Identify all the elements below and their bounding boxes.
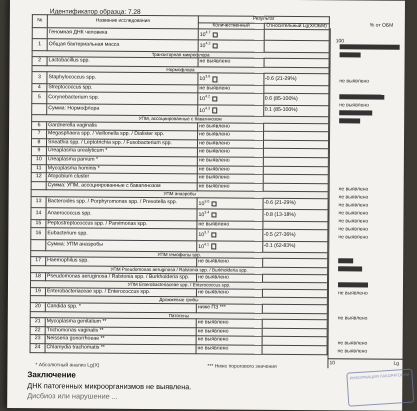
checkbox-icon bbox=[213, 32, 219, 38]
row-rel: -0.6 (21-29%) bbox=[263, 198, 329, 210]
qty-value: не выявлено bbox=[198, 258, 229, 265]
row-name: Enterobacteriaceae spp. / Enterococcus spp. bbox=[45, 288, 196, 298]
row-qty bbox=[197, 240, 263, 252]
right-not-detected-label: не выявлено bbox=[338, 194, 369, 201]
row-name: Bacteroides spp. / Porphyromonas spp. / Prevotella spp. bbox=[46, 197, 197, 209]
row-name: Staphylococcus spp. bbox=[47, 72, 198, 84]
row-rel bbox=[264, 29, 330, 41]
right-not-detected-label: не выявлено bbox=[339, 102, 369, 109]
row-name: Mycoplasma genitalium ** bbox=[45, 318, 196, 328]
row-qty bbox=[197, 220, 263, 229]
header-name: Название исследования bbox=[47, 15, 198, 29]
checkbox-icon bbox=[211, 244, 217, 250]
right-not-detected-label: не выявлено bbox=[338, 234, 369, 241]
group-label: УПМ Pseudomonas aeruginosa / Ralstonia spp. / Burkholderia spp. bbox=[31, 266, 328, 275]
group-label: Нормофлора bbox=[32, 65, 329, 74]
right-not-detected-label: не выявлено bbox=[338, 210, 369, 217]
qty-exponent: 4.2 bbox=[205, 94, 211, 99]
row-qty bbox=[198, 131, 264, 140]
row-rel: -0.8 (13-18%) bbox=[262, 210, 328, 222]
group-label: УПМ, ассоциированные с бавагинозом bbox=[32, 115, 329, 124]
result-bar bbox=[340, 52, 361, 57]
checkbox-icon bbox=[211, 201, 217, 207]
qty-value: 10 bbox=[199, 32, 206, 39]
checkbox-icon bbox=[211, 212, 217, 218]
row-rel bbox=[264, 41, 330, 53]
table-row bbox=[30, 344, 327, 355]
row-rel bbox=[262, 345, 328, 354]
right-not-detected-label: не выявлено bbox=[338, 218, 369, 225]
footnote-abs: * Абсолютный анализ Lg(X) bbox=[35, 362, 100, 369]
result-bar bbox=[340, 44, 400, 49]
row-qty bbox=[197, 198, 263, 210]
qty-value: не выявлено bbox=[199, 58, 231, 65]
row-num: 22 bbox=[30, 326, 45, 335]
result-bar bbox=[339, 118, 360, 123]
row-name: Сумма: УПМ, ассоциированные с бавагинозом bbox=[46, 182, 197, 192]
row-qty bbox=[198, 105, 264, 117]
right-not-detected-label: не выявлено bbox=[339, 78, 370, 85]
qty-exponent: 4.3 bbox=[205, 106, 211, 111]
qty-value: 10 bbox=[198, 243, 205, 250]
row-rel: -0.5 (27-36%) bbox=[262, 229, 328, 241]
row-num: 11 bbox=[31, 164, 46, 173]
footnote-low: *** Ниже порогового значения bbox=[207, 363, 277, 370]
result-bar bbox=[338, 282, 368, 287]
scale-10: 10 bbox=[329, 360, 336, 367]
header-rel: Относительный Lg(X/ОБМ) bbox=[264, 23, 330, 30]
row-qty bbox=[197, 165, 263, 174]
qty-exponent: 3.6 bbox=[205, 74, 211, 79]
row-num: 1 bbox=[32, 39, 47, 50]
qty-value: 10 bbox=[199, 107, 206, 114]
row-qty bbox=[198, 29, 264, 41]
row-qty bbox=[197, 229, 263, 241]
header-result: Результат bbox=[198, 16, 329, 23]
lab-stamp: ИНФОРМАЦИЯ ЛАБОРАТОРИИ bbox=[346, 369, 414, 407]
header-num: № bbox=[32, 15, 47, 28]
row-name: Gardnerella vaginalis bbox=[47, 121, 198, 131]
row-num: 12 bbox=[31, 173, 46, 182]
group-label: Дрожжевые грибы bbox=[30, 296, 327, 305]
row-num: 21 bbox=[30, 318, 45, 327]
qty-value: не выявлено bbox=[197, 336, 229, 343]
qty-value: не выявлено bbox=[198, 183, 230, 190]
row-num bbox=[31, 181, 46, 190]
row-name: Peptostreptococcus spp. / Parvimonas spp. bbox=[46, 219, 197, 229]
results-table bbox=[30, 14, 330, 355]
row-num: 4 bbox=[32, 83, 47, 92]
row-qty bbox=[196, 319, 262, 328]
row-rel: 0.1 (85-100%) bbox=[263, 105, 329, 117]
conclusion-text: ДНК патогенных микроорганизмов не выявлена. bbox=[27, 381, 192, 392]
group-label: УПМ Enterobacteriaceae spp. / Enterococcus spp. bbox=[30, 281, 327, 290]
qty-exponent: 3.7 bbox=[204, 230, 210, 235]
row-name: Trichomonas vaginalis ** bbox=[45, 327, 196, 337]
scale-pct: % от ОБМ bbox=[369, 22, 394, 29]
row-name: Corynebacterium spp. bbox=[47, 92, 198, 104]
row-name: Streptococcus spp. bbox=[47, 84, 198, 94]
row-qty bbox=[197, 140, 263, 149]
row-qty bbox=[197, 148, 263, 157]
row-name: Ureaplasma urealyticum * bbox=[46, 147, 197, 157]
qty-value: 10 bbox=[199, 96, 206, 103]
row-qty bbox=[197, 157, 263, 166]
row-num: 13 bbox=[31, 197, 46, 208]
row-num: 23 bbox=[30, 335, 45, 344]
qty-value: не выявлено bbox=[199, 131, 230, 138]
conclusion-title: Заключение bbox=[27, 370, 76, 380]
qty-value: 10 bbox=[198, 232, 205, 239]
checkbox-icon bbox=[212, 43, 218, 49]
row-name: Lactobacillus spp. bbox=[47, 57, 198, 67]
right-not-detected-label: не выявлено bbox=[338, 186, 369, 193]
row-qty bbox=[198, 40, 264, 52]
qty-value: не выявлено bbox=[198, 157, 230, 164]
row-qty bbox=[197, 209, 263, 221]
row-num: 19 bbox=[30, 287, 45, 296]
checkbox-icon bbox=[211, 232, 217, 238]
row-qty bbox=[196, 304, 262, 313]
qty-value: 10 bbox=[198, 201, 205, 208]
row-num: 17 bbox=[31, 257, 46, 266]
group-label: Патогены bbox=[30, 311, 327, 320]
right-not-detected-label: не выявлено bbox=[337, 290, 368, 297]
row-name: Ureaplasma parvum * bbox=[46, 156, 197, 166]
checkbox-icon bbox=[212, 96, 218, 102]
row-name: Chlamydia trachomatis ** bbox=[45, 344, 196, 354]
right-not-detected-label: не выявлено bbox=[338, 226, 369, 233]
qty-value: не выявлено bbox=[198, 174, 230, 181]
qty-value: 10 bbox=[199, 43, 206, 50]
group-label: Транзиторная микрофлора bbox=[32, 50, 329, 59]
row-qty bbox=[197, 258, 263, 267]
result-bar bbox=[338, 266, 362, 271]
qty-exponent: 4.1 bbox=[204, 241, 210, 246]
group-label: УПМ анаэробы bbox=[31, 190, 328, 199]
qty-value: не выявлено bbox=[198, 165, 230, 173]
row-qty bbox=[196, 336, 262, 345]
row-name: Candida spp. * bbox=[45, 303, 196, 313]
row-num: 18 bbox=[31, 272, 46, 281]
qty-value: не выявлено bbox=[197, 289, 229, 296]
row-qty bbox=[196, 289, 262, 298]
row-qty bbox=[197, 183, 263, 192]
right-not-detected-label: не выявлено bbox=[337, 315, 368, 322]
row-rel: 0.6 (85-100%) bbox=[263, 94, 329, 106]
qty-value: 10 bbox=[198, 212, 205, 219]
row-num: 2 bbox=[32, 57, 47, 66]
row-num: 16 bbox=[31, 228, 46, 239]
qty-value: не выявлено bbox=[198, 220, 230, 228]
row-rel: -0.1 (62-83%) bbox=[262, 241, 328, 253]
row-num: 7 bbox=[32, 130, 47, 139]
qty-exponent: 3.6 bbox=[204, 199, 210, 204]
row-num: 5 bbox=[32, 92, 47, 103]
row-rel: -0.6 (21-29%) bbox=[263, 74, 329, 86]
row-name: Anaerococcus spp. bbox=[46, 208, 197, 220]
qty-value: не выявлено bbox=[197, 319, 229, 326]
conclusion-text-2: Дисбиоз или нарушение ... bbox=[27, 391, 118, 401]
row-qty bbox=[196, 328, 262, 337]
right-not-detected-label: не выявлено bbox=[337, 348, 368, 355]
row-num bbox=[32, 103, 47, 114]
qty-value: ниже ПЗ *** bbox=[197, 304, 226, 311]
header-qty: Количественный bbox=[198, 22, 264, 29]
checkbox-icon bbox=[212, 108, 218, 114]
row-qty bbox=[198, 122, 264, 131]
row-qty bbox=[197, 174, 263, 183]
qty-value: не выявлено bbox=[198, 273, 229, 281]
row-qty bbox=[198, 93, 264, 105]
qty-exponent: 3.4 bbox=[204, 210, 210, 215]
qty-value: 10 bbox=[199, 76, 206, 83]
result-bar bbox=[338, 258, 353, 263]
row-num: 10 bbox=[31, 156, 46, 165]
row-qty bbox=[198, 58, 264, 67]
row-name: Mycoplasma hominis * bbox=[46, 164, 197, 174]
row-name: Геномная ДНК человека bbox=[47, 28, 198, 40]
row-name: Haemophilus spp. bbox=[46, 257, 197, 267]
row-qty bbox=[196, 345, 262, 354]
row-name: Pseudomonas aeruginosa / Ralstonia spp. / Burkholderia spp. bbox=[46, 272, 197, 282]
row-num: 14 bbox=[31, 208, 46, 219]
checkbox-icon bbox=[212, 76, 218, 82]
row-num: 9 bbox=[31, 147, 46, 156]
report-sheet bbox=[7, 0, 410, 411]
group-label: УПМ гемофилы spp. bbox=[31, 251, 328, 260]
row-num bbox=[32, 28, 47, 39]
row-num: 15 bbox=[31, 219, 46, 228]
row-name: Общая бактериальная масса bbox=[47, 39, 198, 51]
row-qty bbox=[197, 273, 263, 282]
qty-value: не выявлено bbox=[199, 85, 231, 92]
result-bar bbox=[339, 110, 372, 115]
right-not-detected-label: не выявлено bbox=[337, 340, 368, 347]
row-name: Sneathia spp. / Leptotrichia spp. / Fusobacterium spp. bbox=[46, 139, 197, 149]
row-name: Atopobium cluster bbox=[46, 173, 197, 183]
scale-lg: Lg bbox=[393, 360, 400, 367]
row-num: 24 bbox=[30, 344, 45, 353]
row-num: 6 bbox=[32, 121, 47, 130]
row-name: Neisseria gonorrhoeae ** bbox=[45, 335, 196, 345]
qty-value: не выявлено bbox=[198, 148, 230, 155]
row-num: 8 bbox=[31, 138, 46, 147]
row-name: Сумма: УПМ анаэробы bbox=[46, 239, 197, 251]
row-name: Megasphaera spp. / Veillonella spp. / Dialister spp. bbox=[47, 130, 198, 140]
qty-exponent: 4.2 bbox=[205, 41, 211, 46]
row-qty bbox=[198, 73, 264, 85]
row-name: Eubacterium spp. bbox=[46, 228, 197, 240]
qty-value: не выявлено bbox=[197, 328, 229, 335]
qty-exponent: 4.7 bbox=[205, 30, 211, 35]
scale-100: 100 bbox=[335, 38, 345, 45]
right-not-detected-label: не выявлено bbox=[338, 202, 369, 209]
qty-value: не выявлено bbox=[197, 345, 229, 352]
row-num bbox=[31, 239, 46, 250]
sample-id: Идентификатор образца: 7.28 bbox=[49, 8, 141, 16]
row-num: 20 bbox=[30, 303, 45, 312]
row-num: 3 bbox=[32, 72, 47, 83]
row-name: Сумма: Нормофлора bbox=[47, 103, 198, 115]
row-qty bbox=[198, 85, 264, 94]
qty-value: не выявлено bbox=[198, 140, 230, 147]
result-bar bbox=[339, 94, 384, 99]
qty-value: не выявлено bbox=[199, 122, 230, 130]
